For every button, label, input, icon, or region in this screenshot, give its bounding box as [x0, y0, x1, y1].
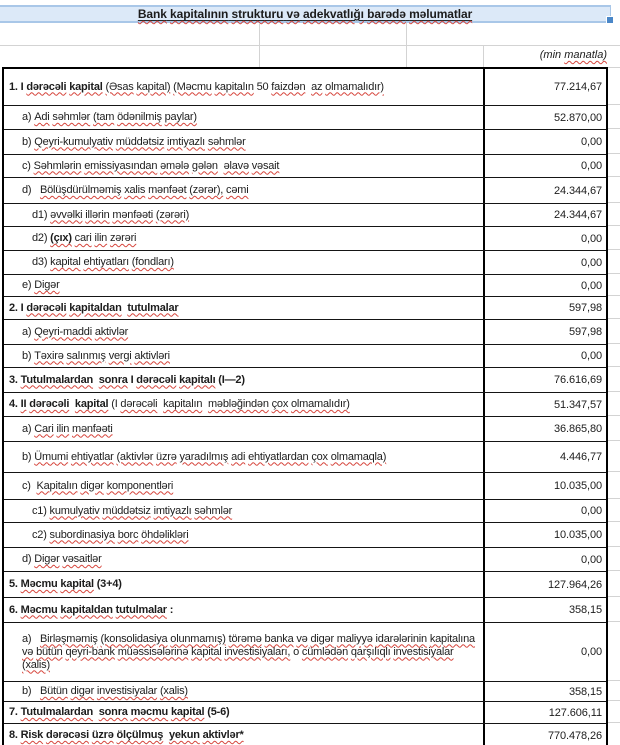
row-value: 597,98 [568, 302, 602, 314]
row-label [4, 473, 485, 499]
word: vergi [108, 349, 132, 362]
row-label [4, 417, 485, 441]
word: olmamalıdır) [325, 80, 384, 93]
word: yaradılmış [179, 450, 229, 463]
word: kapital [50, 256, 81, 268]
word: ölçülmuş [116, 729, 164, 741]
gridline [608, 366, 620, 367]
row-label [4, 204, 485, 226]
row-value: 0,00 [580, 646, 602, 658]
word: b) [22, 685, 32, 697]
gridline [608, 202, 620, 203]
word: salınmış [66, 349, 106, 362]
row-value: 77.214,67 [553, 81, 602, 93]
word: d) [22, 553, 32, 565]
row-value: 0,00 [580, 256, 602, 269]
word: kapital [69, 80, 103, 93]
word: olmamalıdır) [291, 398, 350, 410]
word: dərəcəli [26, 301, 67, 314]
word: dərəcəsi [45, 729, 89, 741]
word: Tutulmalardan [20, 706, 94, 718]
table-row [4, 702, 606, 724]
word: yekun [168, 729, 200, 741]
word: I [20, 301, 24, 314]
gridline [608, 67, 620, 68]
word: Adi [34, 111, 50, 123]
word: illərin [85, 208, 110, 221]
word: digər [310, 632, 334, 645]
row-label [4, 548, 485, 571]
row-label [4, 572, 485, 597]
gridline [406, 23, 407, 67]
gridline [608, 498, 620, 499]
gridline [608, 722, 620, 723]
word: 3. [9, 373, 18, 386]
word: emissiyasından [84, 159, 158, 172]
word: (çıx) [50, 232, 72, 244]
word: c1) [32, 504, 47, 517]
word: aktivləri [134, 349, 170, 362]
word: müəssisələrinə [117, 645, 189, 658]
gridline [259, 23, 260, 67]
report-title-bar [0, 5, 611, 23]
gridline [608, 391, 620, 392]
word: Kapitalın [36, 479, 78, 492]
word: Bank [137, 7, 167, 21]
word: 8. [9, 729, 18, 741]
word: kapital [191, 645, 222, 658]
word: kapitalının [170, 7, 229, 21]
row-label [4, 442, 485, 472]
word: Məcmu [20, 578, 58, 590]
word: üzrə [91, 729, 114, 741]
word: kapitalı [179, 373, 216, 386]
word: tutulmalar [115, 603, 167, 616]
word: d1) [32, 208, 48, 221]
table-row [4, 442, 606, 473]
table-row [4, 572, 606, 598]
word: (zərər), [189, 184, 224, 196]
word: Ümumi [34, 450, 69, 463]
gridline [608, 295, 620, 296]
row-value: 597,98 [568, 326, 602, 338]
row-value: 0,00 [580, 160, 602, 172]
word: səhmlər [194, 504, 233, 517]
word: olunmamış) [170, 632, 226, 645]
word: subordinasiya [49, 528, 115, 541]
word: kapitalına [429, 632, 475, 645]
word: zərəri [109, 232, 137, 244]
row-label [4, 320, 485, 344]
row-label [4, 623, 485, 681]
word: məbləğindən [207, 398, 269, 410]
word: Səhmlərin [33, 159, 82, 172]
gridline [608, 318, 620, 319]
table-row [4, 417, 606, 442]
row-label [4, 251, 485, 274]
word: mənfəəti [72, 422, 113, 435]
word: gələn [191, 159, 218, 172]
row-value: 76.616,69 [553, 374, 602, 386]
word: çox [311, 450, 328, 463]
row-label [4, 682, 485, 701]
table-row [4, 69, 606, 106]
word: cari [74, 232, 92, 244]
word: komponentləri [106, 479, 174, 492]
word: və [286, 7, 300, 21]
word: cəmi [226, 184, 249, 196]
word: 1. [9, 80, 18, 93]
word: kapitaldan [69, 301, 122, 314]
word: a) [22, 632, 32, 645]
word: tutulmalar [127, 301, 179, 314]
gridline [608, 273, 620, 274]
word: sonra [98, 706, 128, 718]
word: (konsolidasiya [100, 632, 168, 645]
word: ilin [94, 232, 108, 244]
word: aktivlər [94, 325, 129, 338]
unit-note-segment: manatla) [564, 49, 607, 61]
row-value: 127.964,26 [547, 578, 602, 591]
word [31, 633, 40, 646]
word: strukturu [231, 7, 284, 21]
word: Digər [34, 553, 60, 565]
word: 7. [9, 706, 18, 718]
word: dərəcəli [29, 398, 70, 410]
word: üzrə [156, 450, 177, 463]
word: dərəcəli [120, 398, 158, 410]
word: törəmə [228, 632, 262, 645]
row-label [4, 130, 485, 154]
gridline [608, 596, 620, 597]
word: Qeyri-kumulyativ [34, 135, 113, 148]
row-label [4, 393, 485, 416]
table-row [4, 155, 606, 178]
gridline [608, 700, 620, 701]
word: d) [22, 184, 32, 196]
word: e) [22, 279, 32, 291]
word: sonra [98, 373, 128, 386]
gridline [608, 343, 620, 344]
row-label [4, 345, 485, 367]
word: 4. [9, 398, 18, 410]
word: Birləşməmiş [39, 632, 98, 645]
word: xalis [124, 184, 146, 196]
word: b) [22, 349, 32, 362]
gridline [608, 153, 620, 154]
row-label [4, 178, 485, 203]
word: Risk [20, 729, 44, 741]
unit-note [540, 49, 607, 61]
word: (5-6) [207, 706, 230, 718]
word: dərəcəli [136, 373, 177, 386]
row-value: 24.344,67 [553, 209, 602, 221]
row-value: 0,00 [580, 505, 602, 517]
word: 5. [9, 578, 18, 590]
word: Təxirə [34, 349, 64, 362]
table-row [4, 393, 606, 417]
report-title [138, 7, 472, 21]
row-value: 358,15 [568, 604, 602, 616]
word: (tam [93, 111, 115, 123]
table-row [4, 345, 606, 368]
word: kapitalın [214, 80, 254, 93]
word [475, 633, 478, 646]
row-value: 10.035,00 [553, 529, 602, 541]
word [31, 184, 40, 197]
row-label [4, 598, 485, 622]
gridline [608, 440, 620, 441]
word: əlavə [223, 159, 249, 172]
word: imtiyazlı [153, 504, 192, 517]
selection-handle[interactable] [606, 16, 614, 24]
word: (Məcmu [173, 80, 212, 93]
row-label [4, 106, 485, 129]
word: (I [111, 398, 118, 410]
row-value: 51.347,57 [553, 398, 602, 411]
word: səhmlər [52, 111, 91, 123]
word: c) [22, 159, 31, 172]
word: Cari [34, 422, 54, 435]
word: digər [80, 479, 104, 492]
row-value: 0,00 [580, 136, 602, 148]
row-value: 0,00 [580, 553, 602, 566]
row-label [4, 724, 485, 745]
word: (zərəri) [155, 208, 190, 221]
word: mənfəəti [112, 208, 153, 221]
gridline [0, 45, 620, 46]
word: kumulyativ [49, 504, 100, 517]
word: kapital) [136, 80, 171, 93]
word: b) [22, 450, 32, 463]
word: I [130, 373, 134, 386]
word: (3+4) [96, 578, 122, 590]
word: c2) [32, 528, 47, 541]
word: idarələrinin [375, 632, 427, 645]
word [31, 685, 40, 698]
word: kapitaldan [60, 603, 113, 616]
word: az [311, 80, 323, 93]
gridline [608, 249, 620, 250]
word: d3) [32, 256, 48, 268]
word: ehtiyatlar [70, 450, 114, 463]
row-value: 770.478,26 [547, 729, 602, 742]
word: mənfəət [148, 184, 187, 196]
gridline [608, 415, 620, 416]
word: kapital [74, 398, 109, 410]
gridline [608, 570, 620, 571]
word: a) [22, 325, 32, 338]
word: vəsaitlər [62, 553, 102, 565]
row-value: 4.446,77 [559, 451, 602, 463]
word: dərəcəli [26, 80, 67, 93]
word: : [169, 603, 174, 616]
word: barədə [367, 7, 406, 21]
word: əvvəlki [50, 208, 83, 221]
word: məcmu [130, 706, 169, 718]
word: ilin [56, 422, 70, 435]
row-label [4, 155, 485, 177]
word: digər [70, 685, 95, 697]
word: investisiyaları, [224, 645, 291, 658]
word: (xalis) [22, 658, 50, 671]
word: Qeyri-maddi [34, 325, 92, 338]
word: a) [22, 422, 32, 435]
word: b) [22, 135, 32, 148]
word: a) [22, 111, 32, 123]
word: müddətsiz [102, 504, 151, 517]
word: (I—2) [218, 373, 245, 386]
word: məlumatlar [409, 7, 473, 21]
table-row [4, 297, 606, 320]
word: kapital [170, 706, 205, 718]
row-label [4, 275, 485, 296]
row-label [4, 297, 485, 319]
word: investisiyalar [393, 645, 454, 658]
word: o [293, 645, 300, 658]
row-value: 358,15 [568, 685, 602, 698]
word: və [296, 632, 308, 645]
capital-structure-table [2, 67, 608, 745]
table-row [4, 523, 606, 548]
table-row [4, 682, 606, 702]
row-value: 0,00 [580, 232, 602, 245]
gridline [608, 225, 620, 226]
word: bütün [36, 645, 63, 658]
word: qeyri-bank [65, 645, 115, 658]
row-value: 0,00 [580, 350, 602, 362]
row-label [4, 227, 485, 250]
table-row [4, 623, 606, 682]
gridline [608, 621, 620, 622]
gridline [608, 680, 620, 681]
word: adi [231, 450, 246, 463]
row-label [4, 523, 485, 547]
unit-note-segment: (min [539, 49, 565, 61]
row-label [4, 69, 485, 105]
row-label [4, 500, 485, 522]
word: Digər [34, 279, 60, 291]
word: ehtiyatları [83, 256, 129, 268]
word: səhmlər [207, 135, 246, 148]
table-row [4, 598, 606, 623]
word: öhdəlikləri [141, 528, 189, 541]
word: Bölüşdürülməmiş [39, 184, 122, 196]
word: qarşılıqlı [350, 645, 391, 658]
row-label [4, 702, 485, 723]
word: (aktivlər [116, 450, 154, 463]
gridline [608, 471, 620, 472]
table-row [4, 204, 606, 227]
table-row [4, 106, 606, 130]
table-row [4, 275, 606, 297]
table-row [4, 500, 606, 523]
word: I [20, 80, 24, 93]
table-row [4, 251, 606, 275]
word: olmamaqla) [330, 450, 387, 463]
word: kapital [60, 578, 94, 590]
word: c) [22, 479, 31, 492]
word: faizdən [271, 80, 306, 93]
word: (xalis) [159, 685, 188, 697]
row-value: 127.606,11 [548, 706, 602, 719]
gridline [608, 128, 620, 129]
word: 2. [9, 301, 18, 314]
word: maliyyə [336, 632, 373, 645]
row-value: 24.344,67 [553, 184, 602, 197]
table-row [4, 227, 606, 251]
word: cümlədən [301, 645, 349, 658]
word: müddətsiz [115, 135, 165, 148]
gridline [608, 521, 620, 522]
table-row [4, 724, 606, 745]
gridline [608, 176, 620, 177]
word: Tutulmalardan [20, 373, 94, 386]
word: II [20, 398, 27, 410]
row-value: 52.870,00 [553, 111, 602, 124]
word: əmələ [160, 159, 190, 172]
word: 50 [256, 80, 269, 93]
word: paylar) [164, 111, 197, 123]
row-value: 36.865,80 [553, 423, 602, 435]
table-row [4, 178, 606, 204]
word: kapitalın [163, 398, 203, 410]
word: (Əsas [105, 80, 134, 93]
word: vəsait [251, 159, 280, 172]
word: və [22, 645, 34, 658]
word: banka [264, 632, 294, 645]
word: borc [117, 528, 139, 541]
word: ehtiyatlardan [248, 450, 309, 463]
word: imtiyazlı [167, 135, 205, 148]
table-row [4, 548, 606, 572]
table-row [4, 368, 606, 393]
word: adekvatlığı [302, 7, 364, 21]
gridline [608, 104, 620, 105]
word: aktivlər* [202, 729, 244, 741]
word: investisiyalar [96, 685, 158, 697]
row-value: 10.035,00 [553, 480, 602, 492]
word: Məcmu [20, 603, 58, 616]
row-label [4, 368, 485, 392]
word: Bütün [39, 685, 68, 697]
word [454, 646, 457, 659]
gridline [608, 546, 620, 547]
gridline [483, 45, 484, 67]
table-row [4, 130, 606, 155]
table-row [4, 473, 606, 500]
word: ödənilmiş [117, 111, 162, 123]
table-row [4, 320, 606, 345]
word: çox [271, 398, 289, 410]
word: 6. [9, 603, 18, 616]
word: d2) [32, 232, 48, 244]
word: (fondları) [131, 256, 174, 268]
row-value: 0,00 [580, 279, 602, 292]
